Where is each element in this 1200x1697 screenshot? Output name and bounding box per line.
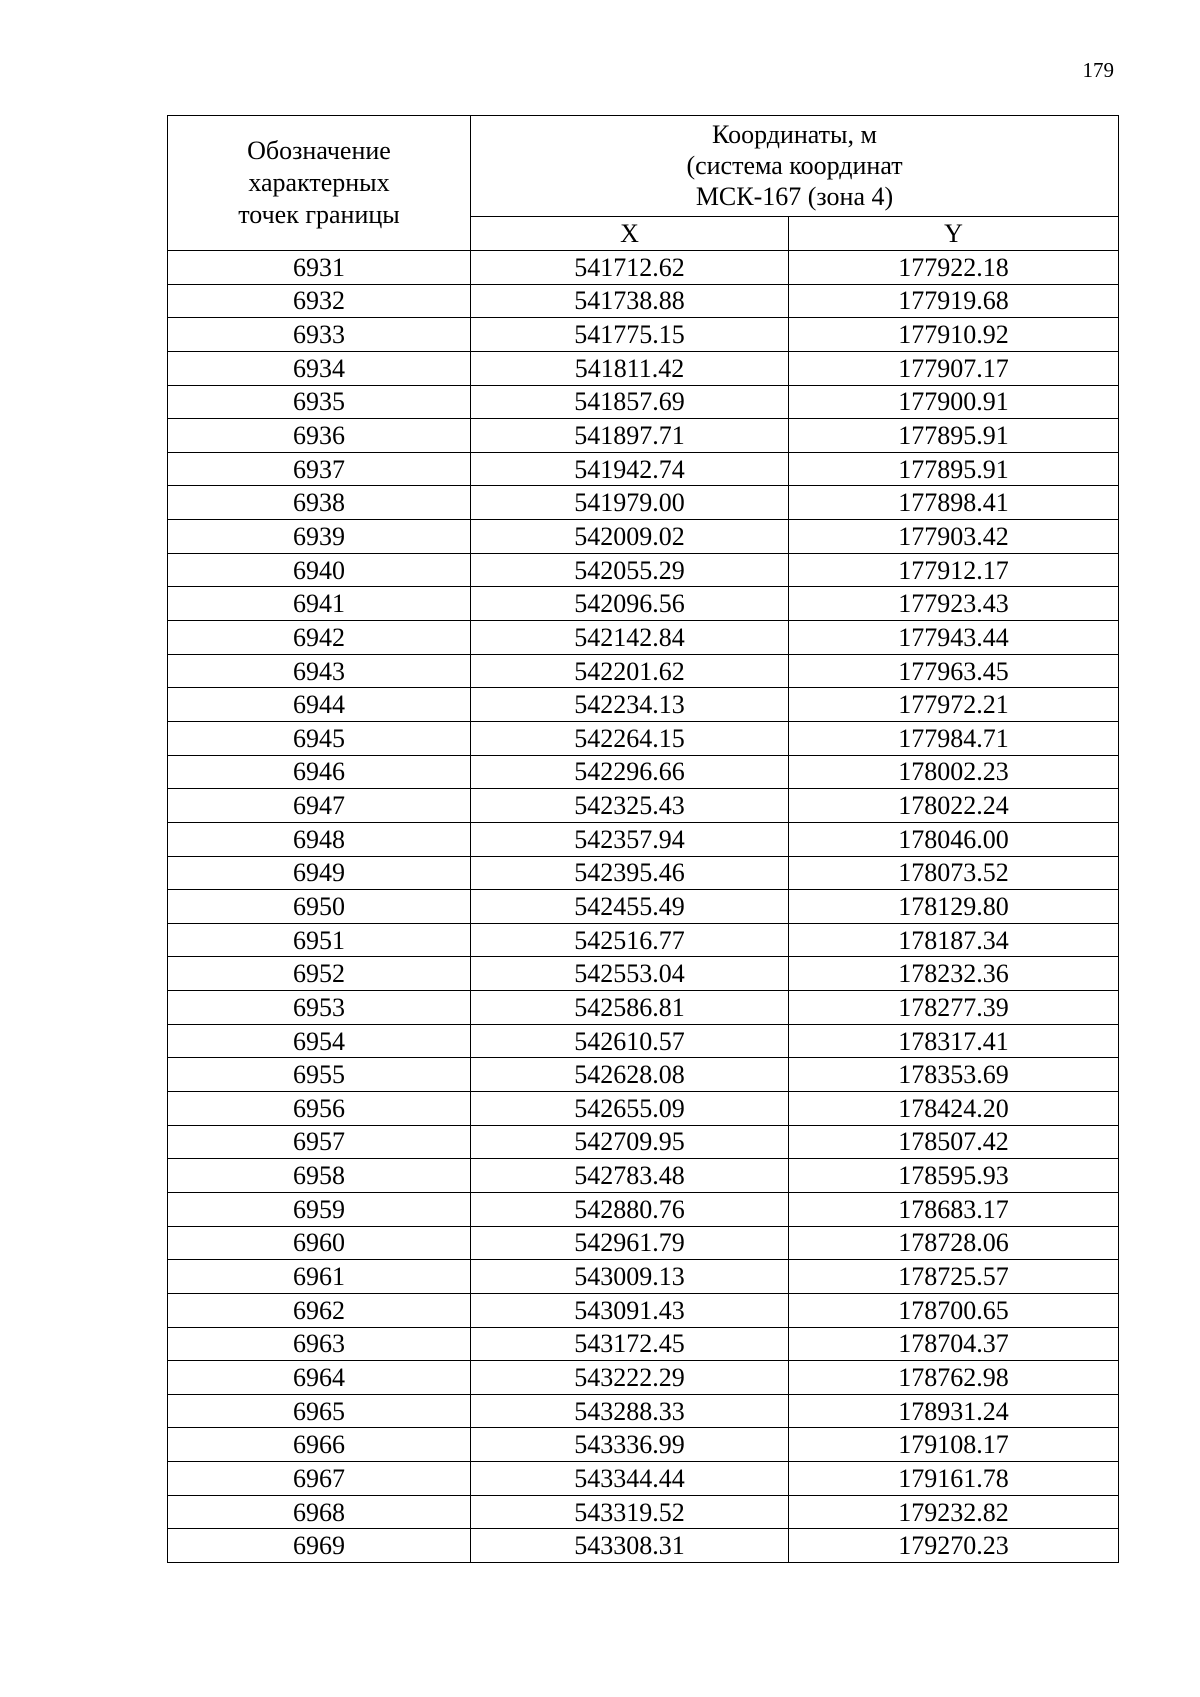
point-id-cell: 6945 [168, 721, 471, 755]
table-row [168, 284, 1119, 318]
x-coordinate-cell: 543009.13 [471, 1260, 789, 1294]
y-coordinate-cell: 177943.44 [789, 621, 1119, 655]
table-row [168, 1058, 1119, 1092]
page-number: 179 [1082, 58, 1114, 82]
x-coordinate-cell: 542142.84 [471, 621, 789, 655]
x-coordinate-cell: 542586.81 [471, 991, 789, 1025]
y-coordinate-cell: 177912.17 [789, 553, 1119, 587]
table-row [168, 621, 1119, 655]
point-id-cell: 6944 [168, 688, 471, 722]
x-coordinate-cell: 541942.74 [471, 452, 789, 486]
y-coordinate-cell: 178353.69 [789, 1058, 1119, 1092]
point-id-cell: 6946 [168, 755, 471, 789]
y-coordinate-cell: 178317.41 [789, 1024, 1119, 1058]
table-row [168, 1260, 1119, 1294]
y-coordinate-cell: 177963.45 [789, 654, 1119, 688]
point-id-cell: 6961 [168, 1260, 471, 1294]
table-row [168, 486, 1119, 520]
point-id-cell: 6936 [168, 419, 471, 453]
designation-header-line: Обозначение [247, 136, 391, 165]
designation-header-line: характерных [248, 168, 390, 197]
point-id-cell: 6960 [168, 1226, 471, 1260]
x-coordinate-cell: 542628.08 [471, 1058, 789, 1092]
coordinates-header-line: МСК-167 (зона 4) [695, 182, 894, 212]
y-coordinate-cell: 178002.23 [789, 755, 1119, 789]
y-coordinate-cell: 178725.57 [789, 1260, 1119, 1294]
point-id-cell: 6962 [168, 1293, 471, 1327]
y-coordinate-cell: 178424.20 [789, 1092, 1119, 1126]
x-coordinate-cell: 543091.43 [471, 1293, 789, 1327]
table-row [168, 755, 1119, 789]
point-id-cell: 6939 [168, 520, 471, 554]
y-coordinate-cell: 178022.24 [789, 789, 1119, 823]
point-id-cell: 6963 [168, 1327, 471, 1361]
x-coordinate-cell: 542516.77 [471, 923, 789, 957]
x-coordinate-cell: 543308.31 [471, 1529, 789, 1563]
table-row [168, 1192, 1119, 1226]
point-id-cell: 6952 [168, 957, 471, 991]
designation-header-line: точек границы [238, 200, 400, 229]
table-row [168, 991, 1119, 1025]
table-row [168, 1226, 1119, 1260]
table-row [168, 520, 1119, 554]
x-coordinate-cell: 543336.99 [471, 1428, 789, 1462]
y-coordinate-cell: 178595.93 [789, 1159, 1119, 1193]
table-row [168, 318, 1119, 352]
y-coordinate-cell: 177903.42 [789, 520, 1119, 554]
point-id-cell: 6969 [168, 1529, 471, 1563]
table-row [168, 452, 1119, 486]
x-coordinate-cell: 542961.79 [471, 1226, 789, 1260]
table-body [168, 251, 1119, 1563]
y-coordinate-cell: 177898.41 [789, 486, 1119, 520]
coordinates-header-line: Координаты, м [712, 120, 877, 150]
y-coordinate-cell: 178073.52 [789, 856, 1119, 890]
table-row [168, 654, 1119, 688]
table-header [168, 116, 1119, 251]
table-row [168, 1361, 1119, 1395]
point-id-cell: 6938 [168, 486, 471, 520]
x-coordinate-cell: 542709.95 [471, 1125, 789, 1159]
x-coordinate-cell: 542880.76 [471, 1192, 789, 1226]
table-row [168, 419, 1119, 453]
table-row [168, 789, 1119, 823]
point-id-cell: 6950 [168, 890, 471, 924]
x-coordinate-cell: 543172.45 [471, 1327, 789, 1361]
point-id-cell: 6968 [168, 1495, 471, 1529]
table-row [168, 923, 1119, 957]
y-coordinate-cell: 179108.17 [789, 1428, 1119, 1462]
point-id-cell: 6943 [168, 654, 471, 688]
y-coordinate-cell: 178931.24 [789, 1394, 1119, 1428]
table-row [168, 856, 1119, 890]
table-row [168, 890, 1119, 924]
point-id-cell: 6951 [168, 923, 471, 957]
y-coordinate-cell: 177922.18 [789, 251, 1119, 285]
table-row [168, 1529, 1119, 1563]
table-row [168, 1293, 1119, 1327]
x-coordinate-cell: 542395.46 [471, 856, 789, 890]
x-coordinate-cell: 543344.44 [471, 1462, 789, 1496]
point-id-cell: 6942 [168, 621, 471, 655]
x-coordinate-cell: 541857.69 [471, 385, 789, 419]
y-coordinate-cell: 179232.82 [789, 1495, 1119, 1529]
table-row [168, 1092, 1119, 1126]
table-row [168, 1125, 1119, 1159]
y-coordinate-cell: 177923.43 [789, 587, 1119, 621]
table-row [168, 251, 1119, 285]
y-coordinate-cell: 178232.36 [789, 957, 1119, 991]
table-row [168, 1024, 1119, 1058]
x-coordinate-cell: 542455.49 [471, 890, 789, 924]
table-row [168, 553, 1119, 587]
point-id-cell: 6934 [168, 351, 471, 385]
x-coordinate-cell: 542783.48 [471, 1159, 789, 1193]
y-coordinate-cell: 177984.71 [789, 721, 1119, 755]
table-row [168, 1394, 1119, 1428]
x-coordinate-cell: 543288.33 [471, 1394, 789, 1428]
point-id-cell: 6967 [168, 1462, 471, 1496]
x-coordinate-cell: 543222.29 [471, 1361, 789, 1395]
point-id-cell: 6957 [168, 1125, 471, 1159]
x-coordinate-cell: 542096.56 [471, 587, 789, 621]
x-coordinate-cell: 542201.62 [471, 654, 789, 688]
x-coordinate-cell: 542655.09 [471, 1092, 789, 1126]
x-coordinate-cell: 542325.43 [471, 789, 789, 823]
y-coordinate-cell: 177919.68 [789, 284, 1119, 318]
table-row [168, 1495, 1119, 1529]
x-coordinate-cell: 541897.71 [471, 419, 789, 453]
x-column-header: X [471, 216, 789, 250]
y-coordinate-cell: 178046.00 [789, 822, 1119, 856]
table-row [168, 688, 1119, 722]
y-coordinate-cell: 178704.37 [789, 1327, 1119, 1361]
point-id-cell: 6966 [168, 1428, 471, 1462]
y-coordinate-cell: 179270.23 [789, 1529, 1119, 1563]
x-coordinate-cell: 541738.88 [471, 284, 789, 318]
point-id-cell: 6941 [168, 587, 471, 621]
coordinates-header [471, 116, 1119, 217]
table-row [168, 721, 1119, 755]
point-id-cell: 6935 [168, 385, 471, 419]
point-id-cell: 6953 [168, 991, 471, 1025]
point-id-cell: 6949 [168, 856, 471, 890]
y-coordinate-cell: 178277.39 [789, 991, 1119, 1025]
coordinates-table [167, 115, 1119, 1563]
y-coordinate-cell: 178728.06 [789, 1226, 1119, 1260]
table-row [168, 1159, 1119, 1193]
table-row [168, 587, 1119, 621]
point-id-cell: 6965 [168, 1394, 471, 1428]
y-coordinate-cell: 178187.34 [789, 923, 1119, 957]
point-id-cell: 6955 [168, 1058, 471, 1092]
x-coordinate-cell: 542009.02 [471, 520, 789, 554]
y-coordinate-cell: 179161.78 [789, 1462, 1119, 1496]
x-coordinate-cell: 542264.15 [471, 721, 789, 755]
x-coordinate-cell: 542296.66 [471, 755, 789, 789]
point-id-cell: 6948 [168, 822, 471, 856]
x-coordinate-cell: 542610.57 [471, 1024, 789, 1058]
y-coordinate-cell: 178507.42 [789, 1125, 1119, 1159]
point-id-cell: 6958 [168, 1159, 471, 1193]
table-row [168, 1462, 1119, 1496]
y-column-header: Y [789, 216, 1119, 250]
point-id-cell: 6956 [168, 1092, 471, 1126]
y-coordinate-cell: 178129.80 [789, 890, 1119, 924]
point-id-cell: 6932 [168, 284, 471, 318]
x-coordinate-cell: 541712.62 [471, 251, 789, 285]
y-coordinate-cell: 177900.91 [789, 385, 1119, 419]
point-id-cell: 6937 [168, 452, 471, 486]
y-coordinate-cell: 178762.98 [789, 1361, 1119, 1395]
table-row [168, 1327, 1119, 1361]
x-coordinate-cell: 542357.94 [471, 822, 789, 856]
point-id-cell: 6964 [168, 1361, 471, 1395]
point-id-cell: 6931 [168, 251, 471, 285]
point-id-cell: 6940 [168, 553, 471, 587]
y-coordinate-cell: 178683.17 [789, 1192, 1119, 1226]
point-id-cell: 6947 [168, 789, 471, 823]
y-coordinate-cell: 177907.17 [789, 351, 1119, 385]
x-coordinate-cell: 541979.00 [471, 486, 789, 520]
y-coordinate-cell: 177895.91 [789, 452, 1119, 486]
table-row [168, 351, 1119, 385]
x-coordinate-cell: 542055.29 [471, 553, 789, 587]
point-id-cell: 6933 [168, 318, 471, 352]
y-coordinate-cell: 177910.92 [789, 318, 1119, 352]
y-coordinate-cell: 177972.21 [789, 688, 1119, 722]
table-row [168, 822, 1119, 856]
x-coordinate-cell: 541775.15 [471, 318, 789, 352]
coordinates-header-line: (система координат [686, 151, 903, 181]
designation-header [168, 116, 471, 251]
point-id-cell: 6959 [168, 1192, 471, 1226]
table-row [168, 957, 1119, 991]
table-row [168, 1428, 1119, 1462]
x-coordinate-cell: 542234.13 [471, 688, 789, 722]
y-coordinate-cell: 177895.91 [789, 419, 1119, 453]
x-coordinate-cell: 543319.52 [471, 1495, 789, 1529]
x-coordinate-cell: 542553.04 [471, 957, 789, 991]
point-id-cell: 6954 [168, 1024, 471, 1058]
y-coordinate-cell: 178700.65 [789, 1293, 1119, 1327]
table-row [168, 385, 1119, 419]
x-coordinate-cell: 541811.42 [471, 351, 789, 385]
